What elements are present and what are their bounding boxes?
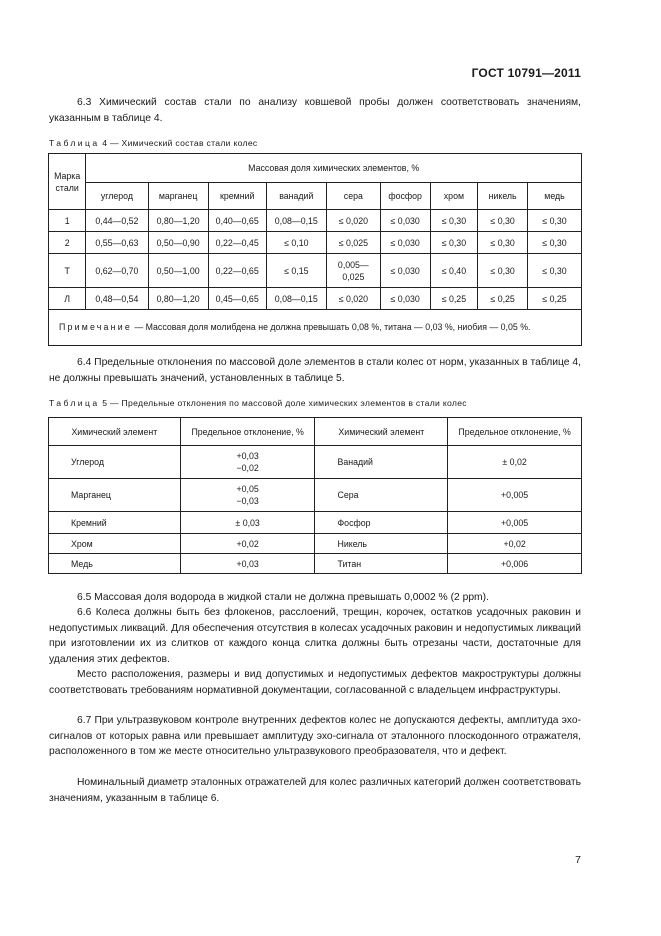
- table5-header: Химический элемент: [49, 418, 181, 446]
- table4-col-header: хром: [430, 183, 478, 210]
- paragraph-6-4: 6.4 Предельные отклонения по массовой доле элементов в стали колес от норм, указанных в таблице 4, не должны превышать значений, установленных в таблице 5.: [49, 357, 581, 384]
- table-cell: ≤ 0,30: [430, 210, 478, 232]
- table5-header: Предельное отклонение, %: [180, 418, 315, 446]
- table-cell: 0,62—0,70: [86, 254, 148, 288]
- table-cell: ≤ 0,30: [430, 232, 478, 254]
- table-cell: 2: [49, 232, 86, 254]
- table-row: [49, 210, 582, 232]
- table-cell: ≤ 0,025: [326, 232, 380, 254]
- table-cell: ≤ 0,030: [380, 210, 430, 232]
- table-row: [49, 512, 582, 534]
- table-cell: ≤ 0,25: [478, 288, 528, 310]
- table-cell: ≤ 0,30: [478, 254, 528, 288]
- table-cell: ≤ 0,10: [266, 232, 326, 254]
- table-cell: 0,22—0,65: [208, 254, 266, 288]
- paragraph-6-5: 6.5 Массовая доля водорода в жидкой стали не должна превышать 0,0002 % (2 ppm).: [77, 592, 489, 603]
- table4-note-text: — Массовая доля молибдена не должна превышать 0,08 %, титана — 0,03 %, ниобия — 0,05 %.: [134, 322, 531, 332]
- table-row: [49, 554, 582, 574]
- table-cell: Т: [49, 254, 86, 288]
- table-5-deviations: [48, 417, 582, 574]
- table-cell: [180, 479, 315, 512]
- table4-col-header: медь: [528, 183, 582, 210]
- table-4-chemical-composition: [48, 153, 582, 346]
- table-row: [49, 479, 582, 512]
- table-cell: 0,50—1,00: [148, 254, 208, 288]
- table-cell: ≤ 0,030: [380, 254, 430, 288]
- deviation-lower: −0,03: [236, 496, 259, 506]
- table-cell: ≤ 0,020: [326, 288, 380, 310]
- table5-caption-text: 5 — Предельные отклонения по массовой доле химических элементов в стали колес: [102, 398, 467, 408]
- deviation-upper: +0,05: [236, 484, 259, 494]
- table-cell: ≤ 0,15: [266, 254, 326, 288]
- table-cell: Никель: [315, 534, 448, 554]
- table-cell: ≤ 0,020: [326, 210, 380, 232]
- table-cell: ≤ 0,30: [528, 232, 582, 254]
- table-cell: 0,55—0,63: [86, 232, 148, 254]
- table-row: [49, 232, 582, 254]
- table-cell: Сера: [315, 479, 448, 512]
- table4-col-header: сера: [326, 183, 380, 210]
- table4-caption: [49, 138, 258, 148]
- table-cell: ≤ 0,25: [528, 288, 582, 310]
- table-cell: Хром: [49, 534, 181, 554]
- table5-header: Предельное отклонение, %: [448, 418, 582, 446]
- table-cell: 0,22—0,45: [208, 232, 266, 254]
- table-cell: ≤ 0,030: [380, 288, 430, 310]
- table-cell: ≤ 0,30: [528, 254, 582, 288]
- table-cell: 0,48—0,54: [86, 288, 148, 310]
- table-cell: Кремний: [49, 512, 181, 534]
- table-cell: 1: [49, 210, 86, 232]
- table-cell: ≤ 0,40: [430, 254, 478, 288]
- table4-group-header: Массовая доля химических элементов, %: [86, 154, 582, 183]
- table-cell: +0,005: [448, 479, 582, 512]
- table-cell: 0,80—1,20: [148, 210, 208, 232]
- table4-col-header: марганец: [148, 183, 208, 210]
- table-cell: +0,03: [180, 554, 315, 574]
- table-cell: +0,006: [448, 554, 582, 574]
- deviation-upper: +0,03: [236, 451, 259, 461]
- table-cell: 0,005— 0,025: [326, 254, 380, 288]
- table-cell: 0,44—0,52: [86, 210, 148, 232]
- table-cell: Титан: [315, 554, 448, 574]
- table4-caption-word: Таблица: [49, 138, 100, 148]
- document-id: ГОСТ 10791—2011: [471, 66, 581, 80]
- table-cell: +0,02: [180, 534, 315, 554]
- table-cell: ≤ 0,30: [478, 210, 528, 232]
- table-cell: Фосфор: [315, 512, 448, 534]
- table-cell: 0,80—1,20: [148, 288, 208, 310]
- page-number: 7: [575, 854, 581, 866]
- table4-note: [49, 310, 582, 346]
- table-cell: Ванадий: [315, 446, 448, 479]
- table5-caption-word: Таблица: [49, 398, 100, 408]
- table-cell: 0,40—0,65: [208, 210, 266, 232]
- table-cell: ≤ 0,30: [478, 232, 528, 254]
- table4-note-word: Примечание: [59, 322, 132, 332]
- table-row: [49, 534, 582, 554]
- table-cell: ≤ 0,30: [528, 210, 582, 232]
- table-cell: Л: [49, 288, 86, 310]
- table-row: [49, 288, 582, 310]
- table-cell: Марганец: [49, 479, 181, 512]
- table-cell: ± 0,03: [180, 512, 315, 534]
- table-cell: [180, 446, 315, 479]
- table-cell: 0,50—0,90: [148, 232, 208, 254]
- table5-header: Химический элемент: [315, 418, 448, 446]
- table4-caption-text: 4 — Химический состав стали колес: [102, 138, 258, 148]
- paragraph-6-7: 6.7 При ультразвуковом контроле внутренних дефектов колес не допускаются дефекты, амплитуда эхо-сигналов от которых равна или превышает амплитуду эхо-сигнала от эталонного плоскодонного отражателя, расположенного в том же месте относительно ультразвукового преобразователя, что и дефект.: [49, 715, 581, 757]
- table4-grade-header: Марка стали: [49, 154, 86, 210]
- paragraph-6-7-cont: Номинальный диаметр эталонных отражателей для колес различных категорий должен соответствовать значениям, указанным в таблице 6.: [49, 777, 581, 804]
- table4-col-header: кремний: [208, 183, 266, 210]
- table-row: [49, 254, 582, 288]
- table-cell: 0,08—0,15: [266, 288, 326, 310]
- paragraph-6-3: 6.3 Химический состав стали по анализу ковшевой пробы должен соответствовать значениям, указанным в таблице 4.: [49, 97, 581, 124]
- table4-col-header: углерод: [86, 183, 148, 210]
- table4-col-header: ванадий: [266, 183, 326, 210]
- table4-col-header: никель: [478, 183, 528, 210]
- table-cell: ≤ 0,030: [380, 232, 430, 254]
- table5-caption: [49, 398, 467, 408]
- table-cell: 0,08—0,15: [266, 210, 326, 232]
- deviation-lower: −0,02: [236, 463, 259, 473]
- paragraph-6-6-cont: Место расположения, размеры и вид допустимых и недопустимых дефектов макроструктуры должны соответствовать требованиям нормативной документации, согласованной с владельцем инфраструктуры.: [49, 669, 581, 696]
- paragraph-6-6: 6.6 Колеса должны быть без флокенов, расслоений, трещин, корочек, остатков усадочных раковин и недопустимых ликваций. Для обеспечения отсутствия в колесах усадочных раковин и недопустимых ликваций при изготовлении их из слитков от каждого конца слитка должны быть отрезаны части, достаточные для удаления этих дефектов.: [49, 607, 581, 665]
- table-cell: ≤ 0,25: [430, 288, 478, 310]
- table-cell: Медь: [49, 554, 181, 574]
- table-row: [49, 446, 582, 479]
- table4-col-header: фосфор: [380, 183, 430, 210]
- table-cell: +0,02: [448, 534, 582, 554]
- table-cell: ± 0,02: [448, 446, 582, 479]
- table-cell: 0,45—0,65: [208, 288, 266, 310]
- table-cell: +0,005: [448, 512, 582, 534]
- table-cell: Углерод: [49, 446, 181, 479]
